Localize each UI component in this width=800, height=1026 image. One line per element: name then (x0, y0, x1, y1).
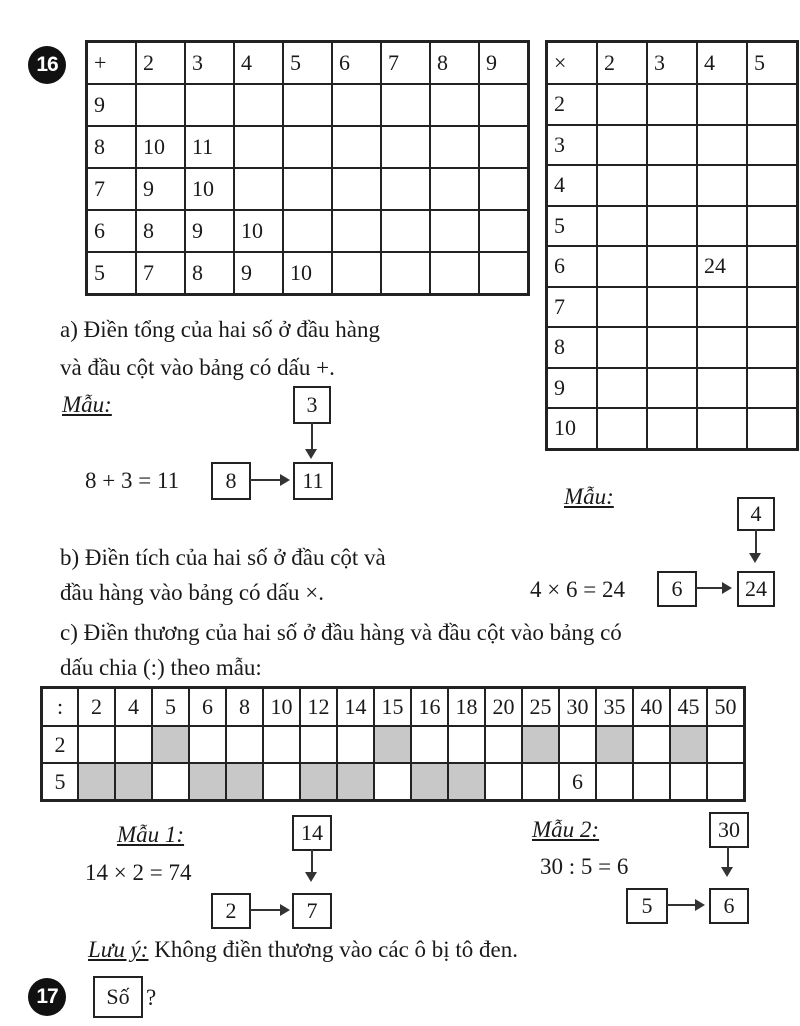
table-cell: 7 (136, 252, 185, 295)
table-cell (337, 763, 374, 801)
column-header: 9 (479, 42, 529, 85)
column-header: 45 (670, 688, 707, 727)
arrow-right-icon (280, 904, 290, 916)
table-cell (647, 246, 697, 287)
table-cell (283, 168, 332, 210)
sample2-equation: 30 : 5 = 6 (540, 854, 629, 879)
table-cell (647, 408, 697, 449)
table-cell (522, 726, 559, 763)
arrow-right-icon (695, 899, 705, 911)
part-a-line1: a) Điền tổng của hai số ở đầu hàng (60, 317, 381, 342)
column-header: 2 (78, 688, 115, 727)
table-cell (597, 165, 647, 206)
table-row (547, 368, 798, 409)
part-b-equation: 4 × 6 = 24 (530, 577, 625, 602)
column-header: 25 (522, 688, 559, 727)
table-cell (559, 726, 596, 763)
table-cell (189, 763, 226, 801)
table-cell (597, 206, 647, 247)
table-cell (226, 726, 263, 763)
table-cell: 10 (185, 168, 234, 210)
part-a-right-line (250, 479, 282, 481)
table-row (547, 206, 798, 247)
row-header: 7 (547, 287, 598, 328)
table-cell (479, 252, 529, 295)
table-cell (234, 126, 283, 168)
table-cell: 9 (136, 168, 185, 210)
table-cell: 10 (136, 126, 185, 168)
table-cell (647, 206, 697, 247)
table-cell (670, 763, 707, 801)
table-cell (596, 726, 633, 763)
corner-cell: × (547, 42, 598, 85)
column-header: 6 (332, 42, 381, 85)
table-cell: 10 (283, 252, 332, 295)
table-row (87, 126, 529, 168)
row-header: 9 (547, 368, 598, 409)
table-cell (78, 763, 115, 801)
table-cell (78, 726, 115, 763)
table-row (547, 327, 798, 368)
table-cell (647, 368, 697, 409)
table-cell (633, 726, 670, 763)
table-row (87, 210, 529, 252)
table-cell (647, 327, 697, 368)
sample2-right-line (667, 904, 697, 906)
row-header: 7 (87, 168, 137, 210)
row-header: 6 (87, 210, 137, 252)
part-c-line1: c) Điền thương của hai số ở đầu hàng và đầu cột vào bảng có (60, 620, 622, 645)
table-row (547, 84, 798, 125)
division-table (40, 686, 746, 802)
row-header: 3 (547, 125, 598, 166)
table-cell (332, 126, 381, 168)
table-cell (697, 287, 747, 328)
arrow-down-icon (749, 553, 761, 563)
addition-table (85, 40, 530, 296)
table-cell (136, 84, 185, 126)
sample1-equation: 14 × 2 = 74 (85, 860, 192, 885)
column-header: 15 (374, 688, 411, 727)
table-cell (185, 84, 234, 126)
table-cell (263, 726, 300, 763)
table-row (87, 84, 529, 126)
row-header: 9 (87, 84, 137, 126)
table-row (87, 168, 529, 210)
column-header: 5 (747, 42, 798, 85)
part-a-down-line (311, 422, 313, 452)
table-cell (234, 84, 283, 126)
table-cell (522, 763, 559, 801)
column-header: 18 (448, 688, 485, 727)
table-cell (647, 165, 697, 206)
exercise-17-boxed-word: Số (93, 976, 143, 1018)
column-header: 4 (115, 688, 152, 727)
part-b-left-box: 6 (657, 571, 697, 607)
table-cell (485, 726, 522, 763)
table-cell (479, 126, 529, 168)
table-row (42, 763, 745, 801)
corner-cell: : (42, 688, 79, 727)
table-cell (381, 168, 430, 210)
table-row (547, 246, 798, 287)
table-row (547, 287, 798, 328)
table-cell (747, 287, 798, 328)
part-a-equation: 8 + 3 = 11 (85, 468, 180, 493)
part-b-line1: b) Điền tích của hai số ở đầu cột và (60, 545, 386, 570)
table-cell (430, 84, 479, 126)
table-cell (226, 763, 263, 801)
sample1-label: Mẫu 1: (117, 822, 185, 847)
sample2-label: Mẫu 2: (532, 817, 600, 842)
column-header: 4 (234, 42, 283, 85)
column-header: 5 (152, 688, 189, 727)
table-cell (115, 726, 152, 763)
table-cell (479, 84, 529, 126)
table-cell (332, 84, 381, 126)
table-cell (381, 126, 430, 168)
table-cell (747, 368, 798, 409)
exercise-16-badge: 16 (28, 46, 66, 84)
table-cell (485, 763, 522, 801)
table-cell (411, 763, 448, 801)
table-cell (747, 125, 798, 166)
table-cell (670, 726, 707, 763)
arrow-right-icon (280, 474, 290, 486)
column-header: 16 (411, 688, 448, 727)
column-header: 3 (185, 42, 234, 85)
table-cell (263, 763, 300, 801)
table-cell (300, 726, 337, 763)
exercise-17-question-mark: ? (146, 985, 157, 1010)
table-cell (115, 763, 152, 801)
table-cell (747, 84, 798, 125)
column-header: 8 (430, 42, 479, 85)
column-header: 35 (596, 688, 633, 727)
part-a-line2: và đầu cột vào bảng có dấu +. (60, 355, 335, 380)
table-cell (707, 763, 745, 801)
arrow-down-icon (721, 867, 733, 877)
table-cell (189, 726, 226, 763)
table-cell (597, 125, 647, 166)
row-header: 2 (547, 84, 598, 125)
row-header: 5 (87, 252, 137, 295)
row-header: 10 (547, 408, 598, 449)
table-row (42, 726, 745, 763)
column-header: 7 (381, 42, 430, 85)
table-cell (633, 763, 670, 801)
table-cell (697, 206, 747, 247)
table-cell (332, 252, 381, 295)
table-cell (747, 165, 798, 206)
table-cell (332, 168, 381, 210)
table-cell (479, 210, 529, 252)
part-b-right-line (696, 587, 724, 589)
row-header: 8 (87, 126, 137, 168)
part-b-result-box: 24 (737, 571, 775, 607)
part-b-line2: đầu hàng vào bảng có dấu ×. (60, 580, 324, 605)
column-header: 4 (697, 42, 747, 85)
part-a-left-box: 8 (211, 462, 251, 500)
table-cell (697, 327, 747, 368)
table-cell (707, 726, 745, 763)
table-cell (647, 287, 697, 328)
table-cell (747, 408, 798, 449)
table-cell (430, 168, 479, 210)
table-cell (152, 726, 189, 763)
table-cell (747, 327, 798, 368)
table-cell (596, 763, 633, 801)
note-text: Không điền thương vào các ô bị tô đen. (154, 937, 519, 962)
table-cell (337, 726, 374, 763)
column-header: 12 (300, 688, 337, 727)
table-cell (647, 84, 697, 125)
table-cell (597, 327, 647, 368)
header-row (547, 42, 798, 85)
table-cell (283, 210, 332, 252)
column-header: 2 (136, 42, 185, 85)
note-label: Lưu ý: (88, 937, 149, 962)
table-row (547, 125, 798, 166)
table-cell (283, 84, 332, 126)
table-cell (381, 252, 430, 295)
table-cell (597, 246, 647, 287)
table-cell (597, 368, 647, 409)
table-cell (448, 726, 485, 763)
multiplication-table (545, 40, 799, 451)
row-header: 6 (547, 246, 598, 287)
table-cell (597, 84, 647, 125)
sample1-result-box: 7 (292, 893, 332, 929)
table-row (87, 252, 529, 295)
table-cell (381, 84, 430, 126)
table-cell (300, 763, 337, 801)
table-cell (152, 763, 189, 801)
sample1-right-line (250, 909, 282, 911)
table-cell: 10 (234, 210, 283, 252)
column-header: 5 (283, 42, 332, 85)
part-a-top-box: 3 (293, 386, 331, 424)
arrow-down-icon (305, 872, 317, 882)
table-cell: 24 (697, 246, 747, 287)
sample1-top-box: 14 (292, 815, 332, 851)
part-b-down-line (755, 529, 757, 555)
column-header: 2 (597, 42, 647, 85)
part-a-result-box: 11 (293, 462, 333, 500)
arrow-down-icon (305, 449, 317, 459)
table-cell (374, 763, 411, 801)
table-cell (411, 726, 448, 763)
row-header: 8 (547, 327, 598, 368)
table-cell: 8 (185, 252, 234, 295)
arrow-right-icon (722, 582, 732, 594)
table-cell (647, 125, 697, 166)
table-cell (448, 763, 485, 801)
table-cell (597, 408, 647, 449)
table-cell (381, 210, 430, 252)
table-cell: 8 (136, 210, 185, 252)
table-cell (234, 168, 283, 210)
row-header: 5 (547, 206, 598, 247)
table-cell (697, 408, 747, 449)
table-cell: 9 (185, 210, 234, 252)
column-header: 30 (559, 688, 596, 727)
part-b-top-box: 4 (737, 497, 775, 531)
column-header: 8 (226, 688, 263, 727)
sample2-left-box: 5 (626, 888, 668, 924)
column-header: 6 (189, 688, 226, 727)
table-cell (430, 252, 479, 295)
row-header: 2 (42, 726, 79, 763)
table-cell: 9 (234, 252, 283, 295)
row-header: 5 (42, 763, 79, 801)
column-header: 50 (707, 688, 745, 727)
table-cell: 6 (559, 763, 596, 801)
table-cell (697, 165, 747, 206)
part-a-sample-label: Mẫu: (62, 392, 112, 417)
part-c-line2: dấu chia (:) theo mẫu: (60, 655, 262, 680)
table-cell (430, 210, 479, 252)
table-cell (374, 726, 411, 763)
column-header: 10 (263, 688, 300, 727)
header-row (42, 688, 745, 727)
exercise-17-badge: 17 (28, 978, 66, 1016)
corner-cell: + (87, 42, 137, 85)
sample2-top-box: 30 (709, 812, 749, 848)
column-header: 40 (633, 688, 670, 727)
table-cell: 11 (185, 126, 234, 168)
table-cell (697, 84, 747, 125)
table-cell (430, 126, 479, 168)
table-cell (747, 246, 798, 287)
sample2-result-box: 6 (709, 888, 749, 924)
header-row (87, 42, 529, 85)
column-header: 14 (337, 688, 374, 727)
row-header: 4 (547, 165, 598, 206)
column-header: 3 (647, 42, 697, 85)
table-cell (332, 210, 381, 252)
table-cell (597, 287, 647, 328)
sample1-left-box: 2 (211, 893, 251, 929)
column-header: 20 (485, 688, 522, 727)
table-row (547, 408, 798, 449)
table-cell (697, 125, 747, 166)
part-b-sample-label: Mẫu: (564, 484, 614, 509)
table-row (547, 165, 798, 206)
table-cell (479, 168, 529, 210)
note (88, 938, 518, 961)
table-cell (283, 126, 332, 168)
table-cell (697, 368, 747, 409)
table-cell (747, 206, 798, 247)
